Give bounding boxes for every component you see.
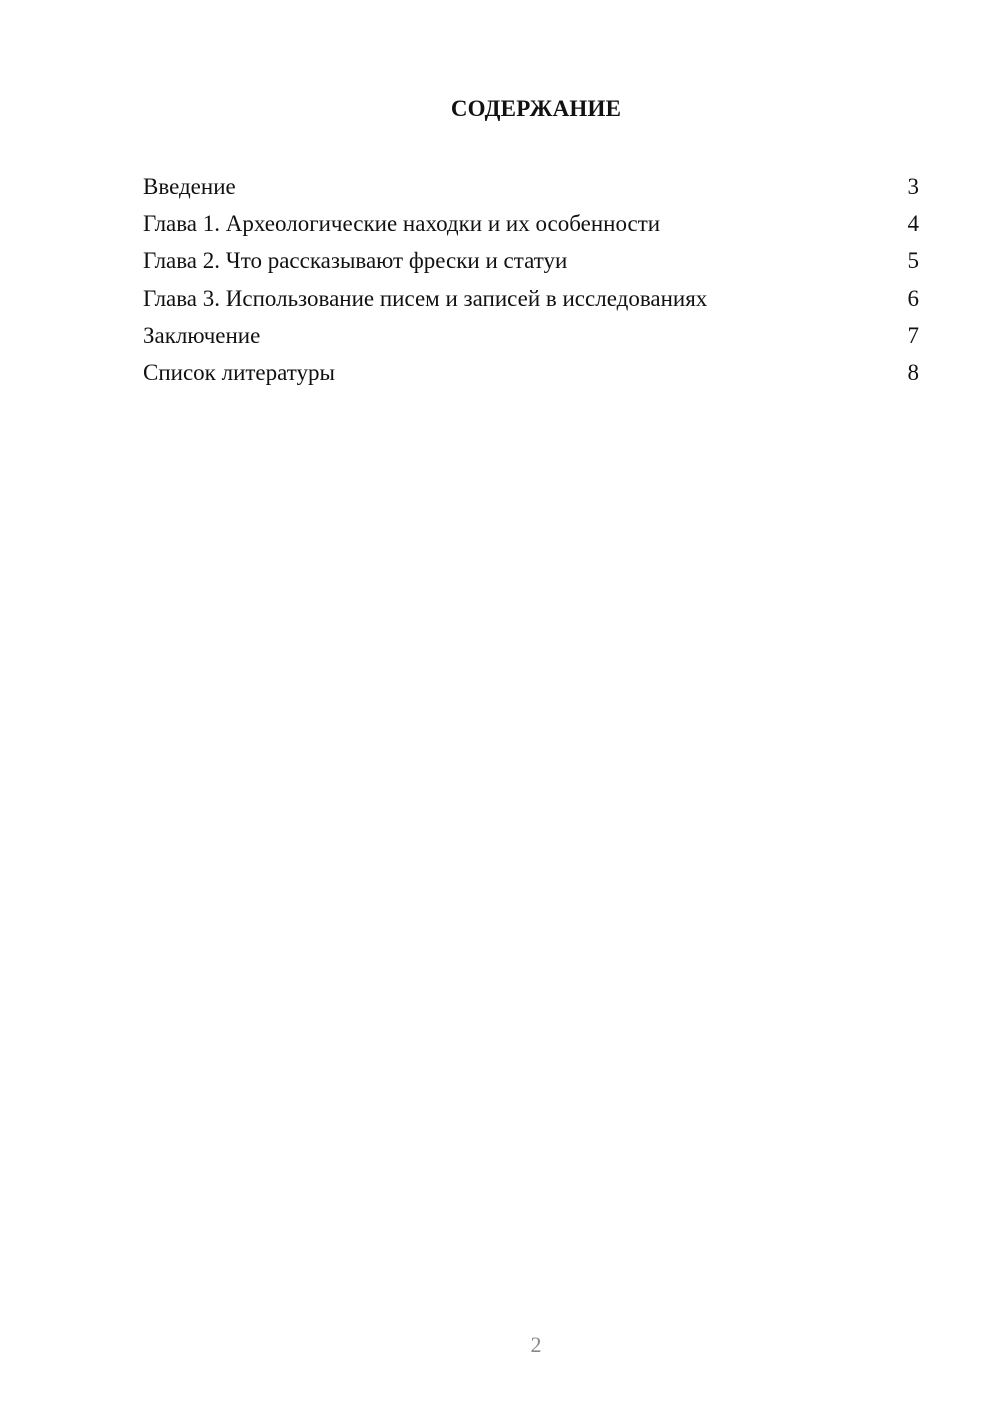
toc-entry-page: 7 xyxy=(907,322,919,348)
toc-entry-label: Введение xyxy=(143,174,236,199)
toc-entry-page: 5 xyxy=(907,248,919,274)
toc-entry-label: Глава 1. Археологические находки и их особенности xyxy=(143,211,661,237)
toc-entry-conclusion[interactable] xyxy=(143,317,919,354)
toc-entry-chapter-3[interactable] xyxy=(143,280,919,317)
toc-entry-label: Заключение xyxy=(143,322,261,348)
toc-entry-page: 8 xyxy=(907,359,919,385)
table-of-contents xyxy=(143,168,919,391)
page-number: 2 xyxy=(530,1332,542,1357)
toc-entry-bibliography[interactable] xyxy=(143,354,919,391)
toc-entry-chapter-1[interactable] xyxy=(143,205,919,242)
toc-entry-page: 3 xyxy=(907,174,919,199)
page-title: СОДЕРЖАНИЕ xyxy=(450,96,622,121)
toc-entry-chapter-2[interactable] xyxy=(143,242,919,279)
toc-entry-label: Глава 2. Что рассказывают фрески и статуи xyxy=(143,248,568,274)
toc-entry-page: 4 xyxy=(907,211,919,237)
toc-entry-page: 6 xyxy=(907,285,919,311)
toc-entry-label: Глава 3. Использование писем и записей в исследованиях xyxy=(143,285,708,311)
toc-entry-introduction[interactable] xyxy=(143,168,919,205)
toc-entry-label: Список литературы xyxy=(143,359,335,385)
